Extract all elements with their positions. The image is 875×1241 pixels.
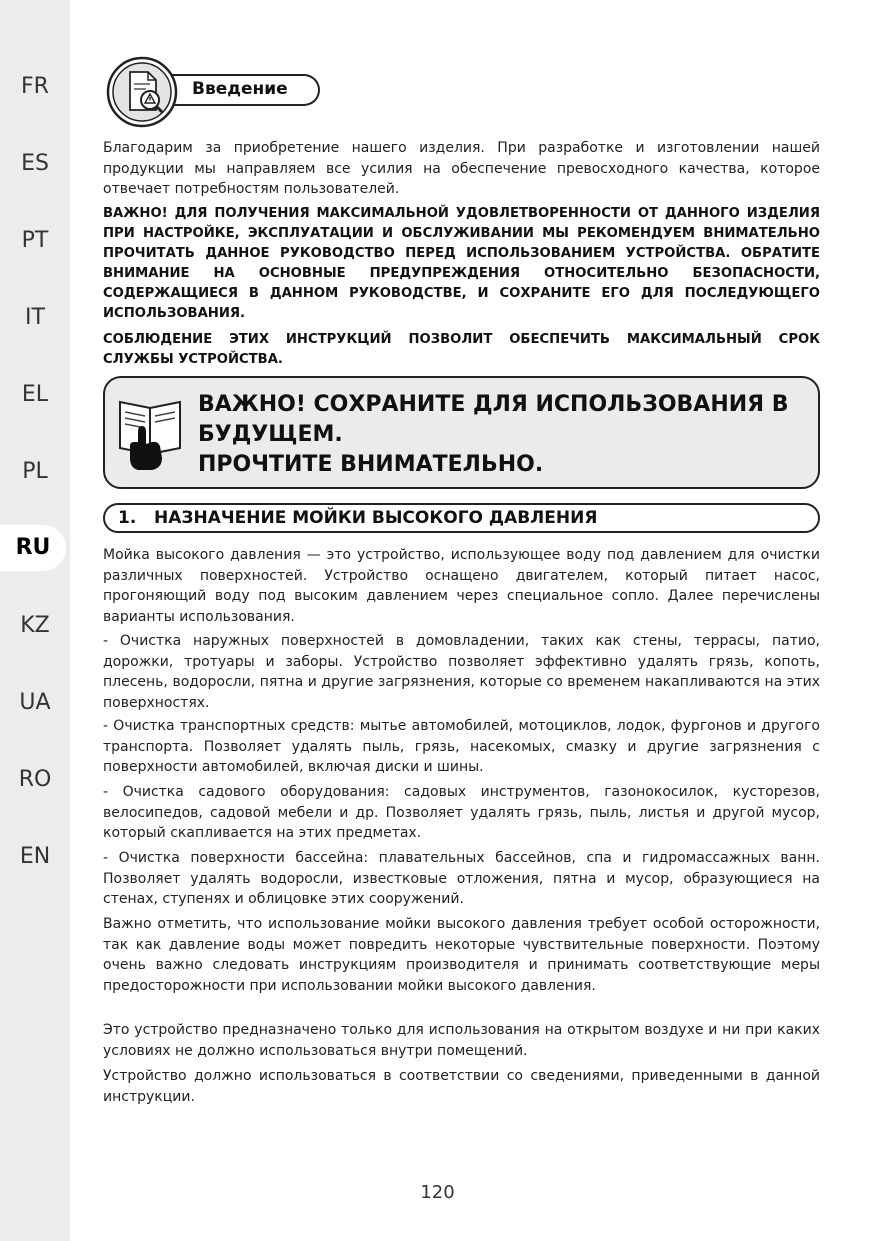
- section-paragraph: - Очистка садового оборудования: садовых инструментов, газонокосилок, кусторезов, велосипедов, садовой мебели и др. Позволяет удалять грязь, пыль, листья и другой мусор, который скапливается на этих предметах.: [103, 784, 820, 841]
- intro-title: Введение: [192, 79, 288, 99]
- warning-line-2: БУДУЩЕМ.: [198, 422, 343, 447]
- section-paragraph: Устройство должно использоваться в соответствии со сведениями, приведенными в данной инструкции.: [103, 1068, 820, 1105]
- lang-tab-it[interactable]: IT: [25, 305, 45, 330]
- lifetime-notice: СОБЛЮДЕНИЕ ЭТИХ ИНСТРУКЦИЙ ПОЗВОЛИТ ОБЕСПЕЧИТЬ МАКСИМАЛЬНЫЙ СРОК СЛУЖБЫ УСТРОЙСТВА.: [103, 332, 820, 367]
- document-warning-magnifier-icon: [106, 56, 178, 128]
- section-paragraph: Мойка высокого давления — это устройство, использующее воду под давлением для очистки различных поверхностей. Устройство оснащено двигателем, который питает насос, прогоняющий воду под высоким давлением через специальное сопло. Далее перечислены варианты использования.: [103, 547, 820, 625]
- section-paragraph: - Очистка поверхности бассейна: плавательных бассейнов, спа и гидромассажных ванн. Позволяет удалять водоросли, известковые отложения, пятна и мусор, образующиеся на стенах, ступенях и облицовке этих сооружений.: [103, 850, 820, 907]
- lang-tab-ua[interactable]: UA: [19, 690, 51, 715]
- section-paragraph: Важно отметить, что использование мойки высокого давления требует особой осторожности, так как давление воды может повредить некоторые чувствительные поверхности. Поэтому очень важно следовать инструкциям производителя и принимать соответствующие меры предосторожности при использовании мойки высокого давления.: [103, 916, 820, 994]
- section-paragraph: - Очистка транспортных средств: мытье автомобилей, мотоциклов, лодок, фургонов и другого транспорта. Позволяет удалять пыль, грязь, насекомых, смазку и другие загрязнения с поверхности автомобилей, включая диски и шины.: [103, 718, 820, 775]
- section-1-title: 1. НАЗНАЧЕНИЕ МОЙКИ ВЫСОКОГО ДАВЛЕНИЯ: [118, 508, 598, 528]
- lang-tab-pt[interactable]: PT: [21, 228, 49, 253]
- manual-hand-icon: [116, 396, 188, 474]
- important-notice: ВАЖНО! ДЛЯ ПОЛУЧЕНИЯ МАКСИМАЛЬНОЙ УДОВЛЕТВОРЕННОСТИ ОТ ДАННОГО ИЗДЕЛИЯ ПРИ НАСТРОЙКЕ, ЭКСПЛУАТАЦИИ И ОБСЛУЖИВАНИИ МЫ РЕКОМЕНДУЕМ ВНИМАТЕЛЬНО ПРОЧИТАТЬ ДАННОЕ РУКОВОДСТВО ПЕРЕД ИСПОЛЬЗОВАНИЕМ УСТРОЙСТВА. ОБРАТИТЕ ВНИМАНИЕ НА ОСНОВНЫЕ ПРЕДУПРЕЖДЕНИЯ ОТНОСИТЕЛЬНО БЕЗОПАСНОСТИ, СОДЕРЖАЩИЕСЯ В ДАННОМ РУКОВОДСТВЕ, И СОХРАНИТЕ ЕГО ДЛЯ ПОСЛЕДУЮЩЕГО ИСПОЛЬЗОВАНИЯ.: [103, 206, 820, 321]
- page-number: 120: [420, 1182, 455, 1203]
- warning-text: [198, 390, 798, 480]
- lang-tab-ro[interactable]: RO: [18, 767, 52, 792]
- lang-tab-pl[interactable]: PL: [22, 459, 48, 484]
- lang-tab-fr[interactable]: FR: [21, 74, 49, 99]
- intro-paragraph: Благодарим за приобретение нашего изделия. При разработке и изготовлении нашей продукции мы направляем все усилия на обеспечение превосходного качества, которое отвечает потребностям пользователей.: [103, 140, 820, 197]
- lang-tab-ru[interactable]: RU: [0, 525, 66, 571]
- section-paragraph: - Очистка наружных поверхностей в домовладении, таких как стены, террасы, патио, дорожки, тротуары и заборы. Устройство позволяет эффективно удалять грязь, копоть, плесень, водоросли, пятна и другие загрязнения, которые со временем накапливаются на этих поверхностях.: [103, 633, 820, 711]
- language-sidebar: [0, 0, 70, 1241]
- section-paragraph: Это устройство предназначено только для использования на открытом воздухе и ни при каких условиях не должно использоваться внутри помещений.: [103, 1022, 820, 1059]
- lang-tab-kz[interactable]: KZ: [20, 613, 50, 638]
- lang-tab-el[interactable]: EL: [21, 382, 49, 407]
- warning-line-3: ПРОЧТИТЕ ВНИМАТЕЛЬНО.: [198, 452, 544, 477]
- lang-tab-es[interactable]: ES: [21, 151, 49, 176]
- lang-tab-en[interactable]: EN: [19, 844, 51, 869]
- warning-line-1: ВАЖНО! СОХРАНИТЕ ДЛЯ ИСПОЛЬЗОВАНИЯ В: [198, 392, 789, 417]
